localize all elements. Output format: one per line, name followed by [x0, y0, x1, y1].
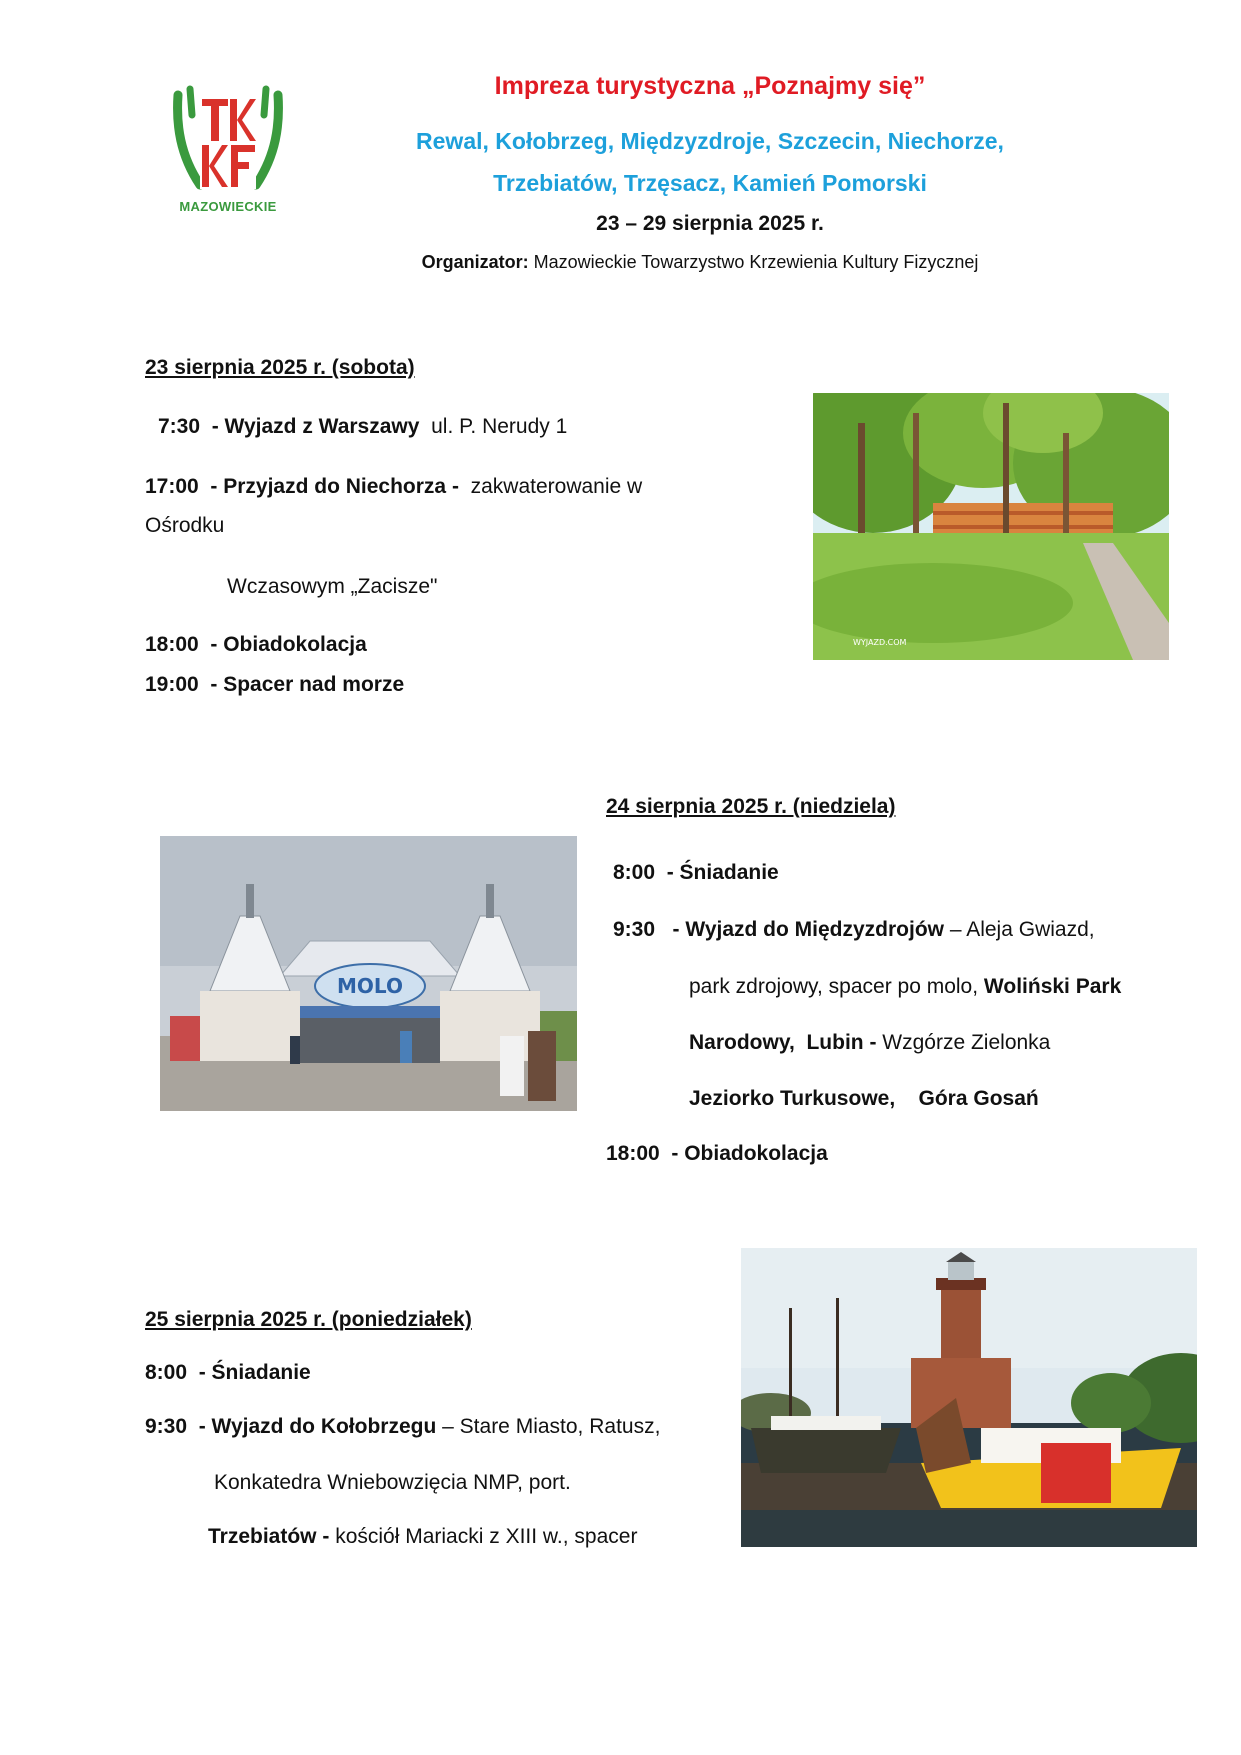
day3-item-3-title: Trzebiatów - — [208, 1525, 330, 1548]
day3-item-2-time: 9:30 — [145, 1415, 188, 1438]
pier-sign-text: MOLO — [337, 974, 403, 998]
logo-label: MAZOWIECKIE — [179, 199, 277, 214]
day1-item-3-title: - Obiadokolacja — [210, 633, 367, 656]
day3-item-1 — [145, 1360, 311, 1386]
tkkf-logo — [170, 85, 286, 220]
day2-cont1-b: Woliński Park — [983, 975, 1122, 998]
day1-item-2-cont2: Wczasowym „Zacisze" — [227, 575, 438, 598]
day3-item-2-cont: Konkatedra Wniebowzięcia NMP, port. — [214, 1471, 571, 1494]
day3-item-1-title: - Śniadanie — [198, 1361, 311, 1384]
places-line-2: Trzebiatów, Trzęsacz, Kamień Pomorski — [493, 170, 927, 196]
kolobrzeg-lighthouse-photo — [741, 1248, 1197, 1547]
day3-item-2-text: – Stare Miasto, Ratusz, — [442, 1415, 661, 1438]
day2-cont2-a: Narodowy, — [689, 1031, 795, 1054]
day1-item-1-title: - Wyjazd z Warszawy — [211, 415, 420, 438]
day2-item-1 — [613, 860, 779, 886]
organizer-label: Organizator: — [421, 252, 529, 272]
day1-item-1 — [158, 414, 567, 440]
day2-item-2-time: 9:30 — [613, 918, 656, 941]
niechorze-resort-photo — [813, 393, 1169, 660]
day1-item-1-time: 7:30 — [158, 415, 201, 438]
day2-heading: 24 sierpnia 2025 r. (niedziela) — [606, 795, 896, 818]
day1-item-2-title: - Przyjazd do Niechorza - — [210, 475, 459, 498]
day1-item-4 — [145, 672, 404, 698]
day1-item-2-time: 17:00 — [145, 475, 199, 498]
event-dates: 23 – 29 sierpnia 2025 r. — [596, 212, 824, 235]
day2-item-2-cont2 — [689, 1030, 1050, 1056]
photo-watermark: WYJAZD.COM — [853, 638, 907, 647]
places-line-1: Rewal, Kołobrzeg, Międzyzdroje, Szczecin, Niechorze, — [416, 128, 1004, 154]
day2-item-3 — [606, 1141, 828, 1167]
day2-item-2-cont1 — [689, 974, 1121, 1000]
day2-item-3-time: 18:00 — [606, 1142, 660, 1165]
day2-cont2-b: Lubin - — [806, 1031, 877, 1054]
day2-cont3-b: Góra Gosań — [918, 1087, 1039, 1110]
day2-cont3-a: Jeziorko Turkusowe, — [689, 1087, 896, 1110]
day2-item-2-text: – Aleja Gwiazd, — [949, 918, 1095, 941]
day1-item-3 — [145, 632, 367, 658]
day1-heading: 23 sierpnia 2025 r. (sobota) — [145, 356, 415, 379]
day3-item-2 — [145, 1414, 660, 1440]
day1-item-2-text: zakwaterowanie w — [470, 475, 643, 498]
day1-item-1-text: ul. P. Nerudy 1 — [431, 415, 568, 438]
day1-item-2-cont1: Ośrodku — [145, 514, 225, 537]
day1-item-4-title: - Spacer nad morze — [210, 673, 405, 696]
day2-cont2-c: Wzgórze Zielonka — [882, 1031, 1051, 1054]
day2-item-3-title: - Obiadokolacja — [671, 1142, 828, 1165]
day2-item-1-time: 8:00 — [613, 861, 656, 884]
organizer-name: Mazowieckie Towarzystwo Krzewienia Kultury Fizycznej — [533, 252, 979, 272]
day3-item-2-title: - Wyjazd do Kołobrzegu — [198, 1415, 437, 1438]
day2-item-2 — [613, 917, 1095, 943]
day3-heading: 25 sierpnia 2025 r. (poniedziałek) — [145, 1308, 472, 1331]
day3-item-3 — [208, 1524, 637, 1550]
day2-item-2-title: - Wyjazd do Międzyzdrojów — [672, 918, 944, 941]
day1-item-4-time: 19:00 — [145, 673, 199, 696]
day1-item-2 — [145, 474, 642, 500]
organizer — [300, 252, 1100, 273]
day1-item-3-time: 18:00 — [145, 633, 199, 656]
event-title: Impreza turystyczna „Poznajmy się” — [494, 72, 926, 100]
day2-item-2-cont3 — [689, 1086, 1039, 1112]
miedzyzdroje-pier-photo — [160, 836, 577, 1111]
day3-item-1-time: 8:00 — [145, 1361, 188, 1384]
day2-cont1-a: park zdrojowy, spacer po molo, — [689, 975, 979, 998]
day3-item-3-text: kościół Mariacki z XIII w., spacer — [335, 1525, 638, 1548]
day2-item-1-title: - Śniadanie — [666, 861, 779, 884]
